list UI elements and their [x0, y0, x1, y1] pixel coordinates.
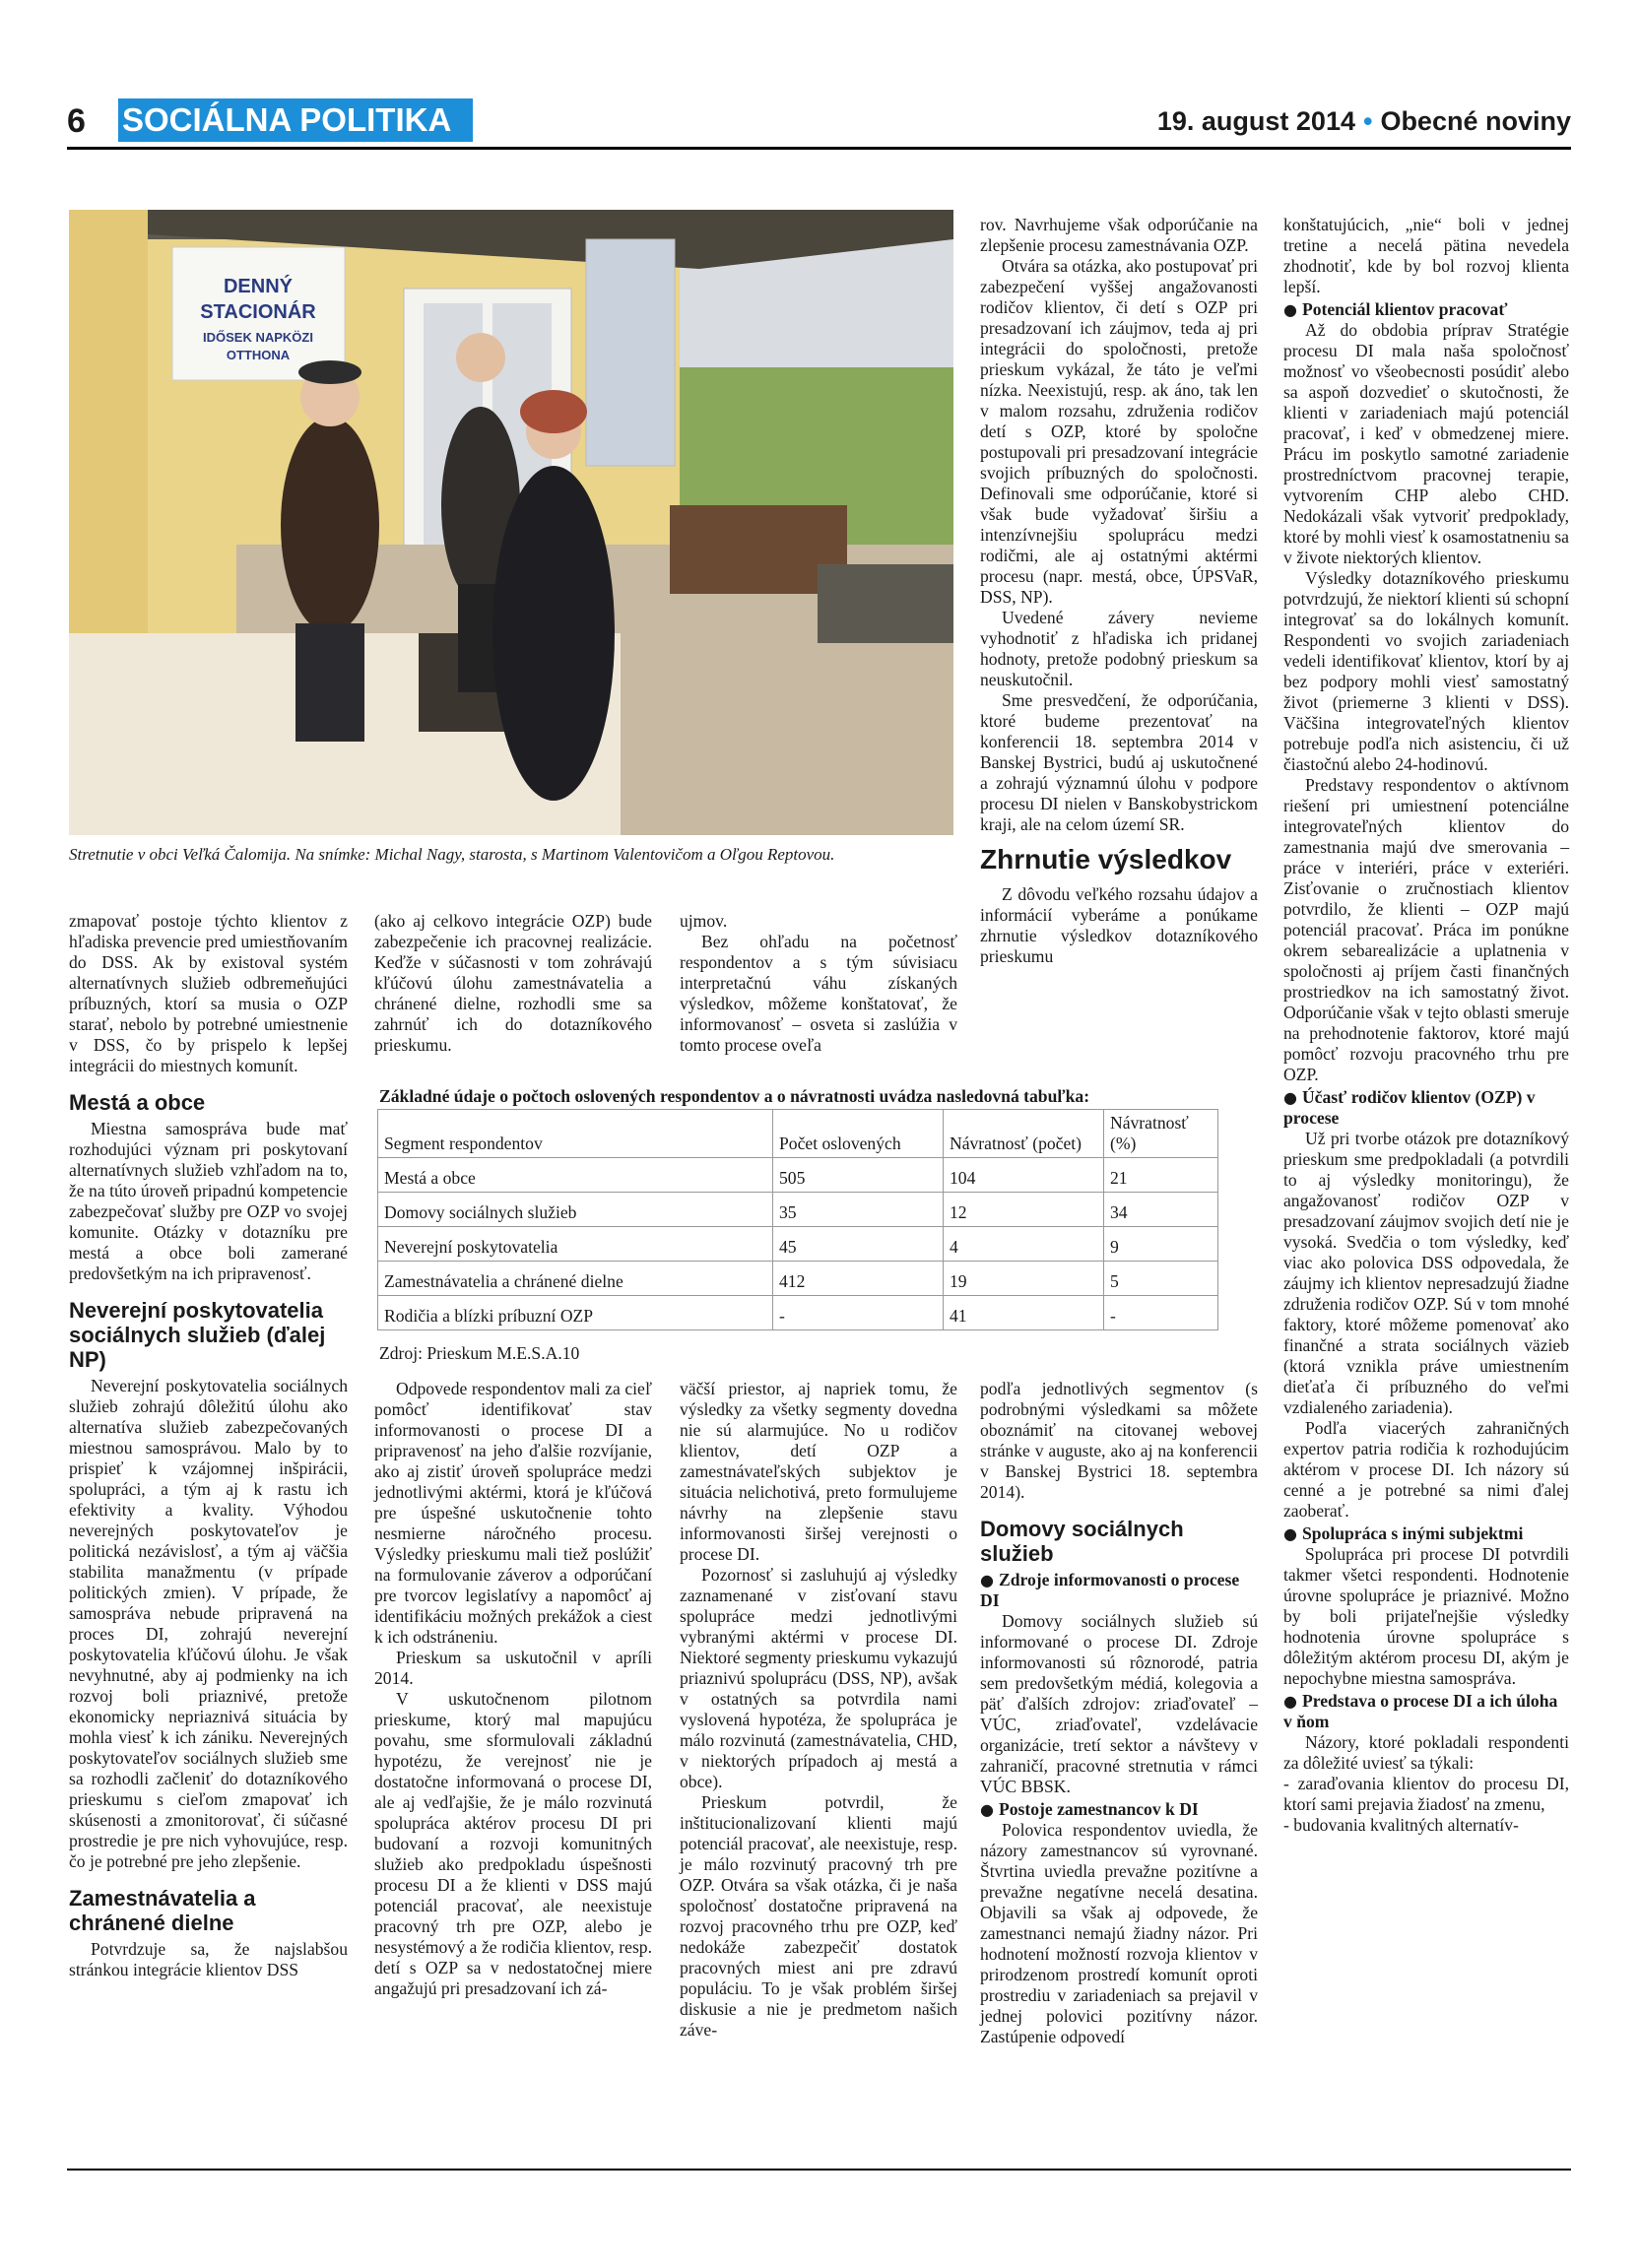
respondents-table — [377, 1109, 1218, 1330]
table-header-row — [378, 1110, 1218, 1158]
heading-zamestnavatelia: Zamestnávatelia a chránené dielne — [69, 1886, 256, 1935]
header-rule — [67, 147, 1571, 150]
subheading-postoje-zamestnancov: ● Postoje zamestnancov k DI — [980, 1799, 1258, 1820]
paragraph: V uskutočnenom pilotnom prieskume, ktorý mal mapujúcu povahu, sme sformulovali základnú hypotézu, že verejnosť nie je dostatočne informovaná o procese DI, ale aj vedľajšie, že je málo rozvinutá spolupráca aktérov procesu DI pri budovaní a rozvoji komunitných služieb ako predpokladu úspešnosti procesu DI a že klienti v DSS majú potenciál pracovať, ale neexistuje pracovný trh pre OZP, alebo je nesystémový a že rodičia klientov, resp. detí s OZP sa v nedostatočnej miere angažujú pri presadzovaní ich zá- — [374, 1689, 652, 1998]
column-1 — [69, 911, 348, 1980]
table-cell: 19 — [944, 1262, 1104, 1296]
column-2-top — [374, 911, 652, 1056]
sign-line-4: OTTHONA — [226, 348, 291, 362]
footer-rule — [67, 2169, 1571, 2171]
paragraph: Podľa viacerých zahraničných expertov patria rodičia k rozhodujúcim aktérom v procese DI. Ich názory sú cenné a je potrebné sa nimi ďalej zaoberať. — [1283, 1418, 1569, 1521]
table-cell: 505 — [773, 1158, 944, 1193]
paragraph: Polovica respondentov uviedla, že názory zamestnancov sú vyrovnané. Štvrtina uviedla prevažne pozitívne a prevažne negatívne necelá desatina. Objavili sa však aj odpovede, že zamestnanci nemajú žiadny názor. Pri hodnotení možností rozvoja klientov v prirodzenom prostredí komunít oproti prostrediu v zariadeniach sa prejavil v jednej polovici pozitívny názor. Zastúpenie odpovedí — [980, 1820, 1258, 2046]
table-row — [378, 1262, 1218, 1296]
paragraph: podľa jednotlivých segmentov (s podrobnými výsledkami sa môžete oboznámiť na citovanej webovej stránke v auguste, ako aj na konferencii v Banskej Bystrici 18. septembra 2014). — [980, 1379, 1258, 1502]
table-cell: 9 — [1104, 1227, 1218, 1262]
subheading-potencial-klientov: ● Potenciál klientov pracovať — [1283, 299, 1569, 320]
subheading-predstava-o-procese: ● Predstava o procese DI a ich úloha v ňom — [1283, 1691, 1569, 1732]
sign-line-2: STACIONÁR — [200, 301, 316, 323]
paragraph: Odpovede respondentov mali za cieľ pomôcť identifikovať stav informovanosti o procese DI a pripravenosť na jeho ďalšie rozvíjanie, ako aj zistiť úroveň spolupráce medzi jednotlivými aktérmi, ktorá je kľúčová pre úspešné uskutočnenie tohto nesmierne náročného procesu. Výsledky prieskumu mali tiež poslúžiť na formulovanie záverov a odporúčaní pre tvorcov legislatívy a napomôcť aj identifikáciu možných prekážok a ciest k ich odstráneniu. — [374, 1379, 652, 1647]
paragraph: (ako aj celkovo integrácie OZP) bude zabezpečenie ich pracovnej realizácie. Keďže v súčasnosti v tom zohrávajú kľúčovú úlohu zamestnávatelia a chránené dielne, rozhodli sme sa zahrnúť ich do dotazníkového prieskumu. — [374, 911, 652, 1055]
paragraph: Z dôvodu veľkého rozsahu údajov a informácií vyberáme a ponúkame zhrnutie výsledkov dotazníkového prieskumu — [980, 884, 1258, 966]
table-cell: 4 — [944, 1227, 1104, 1262]
sign-line-3: IDŐSEK NAPKÖZI — [203, 330, 313, 345]
paragraph: Až do obdobia príprav Stratégie procesu DI mala naša spoločnosť možnosť vo všeobecnosti posúdiť alebo sa aspoň dozvedieť o skutočnosti, že klienti v zariadeniach majú potenciál pracovať, i keď v obmedzenej miere. Prácu im poskytlo samotné zariadenie prostredníctvom pracovnej terapie, vytvorením CHP alebo CHD. Nedokázali však vytvoriť predpoklady, ktoré by mohli viesť k osamostatneniu sa v živote niektorých klientov. — [1283, 320, 1569, 567]
list-item: - zaraďovania klientov do procesu DI, ktorí sami prejavia žiadosť na zmenu, — [1283, 1774, 1569, 1814]
heading-zhrnutie-vysledkov: Zhrnutie výsledkov — [980, 844, 1232, 875]
paragraph: Neverejní poskytovatelia sociálnych služieb zohrajú dôležitú úlohu ako alternatíva služieb zabezpečovaných miestnou samosprávou. Malo by to prispieť k vzájomnej inšpirácii, spolupráci, a tým aj k rastu ich efektivity a kvality. Výhodou neverejných poskytovateľov je politická nezávislosť, a tým aj väčšia stabilita manažmentu (v prípade politických zmien). V prípade, že samospráva nebude pripravená na proces DI, zohrajú neverejní poskytovatelia kľúčovú úlohu. Je však nevyhnutné, aby aj podmienky na ich rozvoj boli priaznivé, pretože ekonomicky nepriaznivá situácia by mohla viesť k ich zániku. Neverejných poskytovateľov sociálnych služieb sme sa rozhodli začleniť do dotazníkového prieskumu s cieľom zmapovať ich skúsenosti a zmonitorovať, či súčasné prostredie je pre nich vyhovujúce, resp. čo je potrebné pre jeho zlepšenie. — [69, 1376, 348, 1871]
table-cell: 34 — [1104, 1193, 1218, 1227]
column-3-top — [680, 911, 957, 1056]
table-row — [378, 1193, 1218, 1227]
subheading-zdroje-informovanosti: ● Zdroje informovanosti o procese DI — [980, 1570, 1258, 1611]
table-row — [378, 1158, 1218, 1193]
table-header-cell: Návratnosť (%) — [1104, 1110, 1218, 1158]
table-cell: Mestá a obce — [378, 1158, 773, 1193]
paragraph: rov. Navrhujeme však odporúčanie na zlepšenie procesu zamestnávania OZP. — [980, 215, 1258, 255]
table-cell: 412 — [773, 1262, 944, 1296]
paragraph: Otvára sa otázka, ako postupovať pri zabezpečení vyššej angažovanosti rodičov klientov, či detí s OZP pri presadzovaní ich záujmov, teda aj pri integrácii do spoločnosti, pretože prieskum vykázal, že táto je veľmi nízka. Neexistujú, resp. ak áno, tak len v malom rozsahu, združenia rodičov detí s OZP, ktoré by spoločne postupovali pri presadzovaní integrácie svojich príbuzných do spoločnosti. Definovali sme odporúčanie, ktoré si však bude vyžadovať širšiu a intenzívnejšiu spoluprácu medzi rodičmi, ale aj ostatnými aktérmi procesu (napr. mestá, obce, ÚPSVaR, DSS, NP). — [980, 256, 1258, 607]
table-cell: - — [1104, 1296, 1218, 1330]
paragraph: Uvedené závery nevieme vyhodnotiť z hľadiska ich pridanej hodnoty, pretože podobný prieskum sa neuskutočnil. — [980, 608, 1258, 689]
newspaper-name: Obecné noviny — [1380, 106, 1571, 136]
heading-neverejni-poskytovatelia: Neverejní poskytovatelia sociálnych služieb (ďalej NP) — [69, 1298, 326, 1372]
paragraph: Prieskum potvrdil, že inštitucionalizovaní klienti majú potenciál pracovať, ale neexistuje, resp. je málo rozvinutý pracovný trh pre OZP. Otvára sa však otázka, či je naša spoločnosť dostatočne pripravená na rozvoj pracovného trhu pre OZP, keď nedokáže zabezpečiť dostatok pracovných miest ani pre zdravú populáciu. To je však problém širšej diskusie a nie je predmetom našich záve- — [680, 1792, 957, 2040]
table-cell: 45 — [773, 1227, 944, 1262]
table-header-cell: Návratnosť (počet) — [944, 1110, 1104, 1158]
heading-mesta-a-obce: Mestá a obce — [69, 1090, 206, 1115]
photo-caption: Stretnutie v obci Veľká Čalomija. Na snímke: Michal Nagy, starosta, s Martinom Valentovičom a Oľgou Reptovou. — [69, 845, 835, 864]
paragraph: ujmov. — [680, 911, 728, 931]
column-4-top — [980, 215, 1258, 967]
table-row — [378, 1227, 1218, 1262]
paragraph: väčší priestor, aj napriek tomu, že výsledky za všetky segmenty dovedna nie sú alarmujúce. No u rodičov klientov, detí OZP a zamestnávateľských subjektov je situácia nelichotivá, preto formulujeme návrhy na zlepšenie stavu informovanosti širšej verejnosti o procese DI. — [680, 1379, 957, 1564]
paragraph: Výsledky dotazníkového prieskumu potvrdzujú, že niektorí klienti sú schopní integrovať sa do lokálnych komunít. Respondenti vo svojich zariadeniach vedeli identifikovať klientov, ktorí by aj bez podpory mohli viesť samostatný život (priemerne 3 klienti v DSS). Väčšina integrovateľných klientov potrebuje podľa nich asistenciu, či už čiastočnú alebo 24-hodinovú. — [1283, 568, 1569, 774]
table-cell: 5 — [1104, 1262, 1218, 1296]
column-3-bottom — [680, 1379, 957, 2041]
paragraph: Bez ohľadu na početnosť respondentov a s tým súvisiacu interpretačnú váhu získaných výsledkov, môžeme konštatovať, že informovanosť – osveta si zaslúžia v tomto procese oveľa — [680, 932, 957, 1055]
paragraph: Spolupráca pri procese DI potvrdili takmer všetci respondenti. Hodnotenie úrovne spolupráce je priaznivé. Možno by boli prijateľnejšie výsledky hodnotenia úrovne spolupráce s dôležitým aktérom procesu DI, akým je nepochybne miestna samospráva. — [1283, 1544, 1569, 1688]
table-cell: 41 — [944, 1296, 1104, 1330]
paragraph: Miestna samospráva bude mať rozhodujúci význam pri poskytovaní alternatívnych služieb vzhľadom na to, že na túto úroveň pripadnú kompetencie zabezpečovať služby pre OZP vo svojej komunite. Otázky v dotazníku pre mestá a obce boli zamerané predovšetkým na ich pripravenosť. — [69, 1119, 348, 1283]
table-cell: Rodičia a blízki príbuzní OZP — [378, 1296, 773, 1330]
table-cell: 21 — [1104, 1158, 1218, 1193]
table-row — [378, 1296, 1218, 1330]
separator: • — [1362, 106, 1373, 136]
list-item: - budovania kvalitných alternatív- — [1283, 1815, 1519, 1835]
sign-line-1: DENNÝ — [223, 276, 294, 297]
heading-domovy-socialnych-sluzieb: Domovy sociálnych služieb — [980, 1517, 1184, 1566]
table-cell: 104 — [944, 1158, 1104, 1193]
table-cell: Neverejní poskytovatelia — [378, 1227, 773, 1262]
column-2-bottom — [374, 1379, 652, 1999]
paragraph: konštatujúcich, „nie“ boli v jednej tretine a necelá pätina nevedela zhodnotiť, kde by bol rozvoj klienta lepší. — [1283, 215, 1569, 296]
page-number: 6 — [67, 102, 86, 140]
table-cell: - — [773, 1296, 944, 1330]
article-photo — [69, 210, 953, 835]
table-cell: 35 — [773, 1193, 944, 1227]
column-5 — [1283, 215, 1569, 1836]
column-4-bottom — [980, 1379, 1258, 2047]
paragraph: Predstavy respondentov o aktívnom riešení pri umiestnení potenciálne integrovateľných klientov do zamestnania majú dve smerovania – práce v interiéri, práce v exteriéri. Zisťovanie o zručnostiach klientov potvrdilo, že klienti – OZP majú potenciál pracovať. Práca im ponúkne okrem sebarealizácie a uplatnenia v spoločnosti aj príjem časti finančných prostriedkov na ich samostatný život. Odporúčanie však v tejto oblasti smeruje na prehodnotenie faktorov, ktoré majú pomôcť rozvoju pracovného trhu pre OZP. — [1283, 775, 1569, 1084]
paragraph: zmapovať postoje týchto klientov z hľadiska prevencie pred umiestňovaním do DSS. Ak by existoval systém alternatívnych služieb odbremeňujúci príbuzných, ktorí sa musia o OZP starať, nebolo by potrebné umiestnenie v DSS, čo by prispelo k lepšej integrácii do miestnych komunít. — [69, 911, 348, 1075]
table-header-cell: Počet oslovených — [773, 1110, 944, 1158]
table-cell: Domovy sociálnych služieb — [378, 1193, 773, 1227]
table-cell: 12 — [944, 1193, 1104, 1227]
subheading-spolupraca: ● Spolupráca s inými subjektmi — [1283, 1523, 1569, 1544]
table-header-cell: Segment respondentov — [378, 1110, 773, 1158]
table-title: Základné údaje o počtoch oslovených respondentov a o návratnosti uvádza nasledovná tabuľka: — [379, 1086, 1090, 1106]
issue-date: 19. august 2014 — [1156, 106, 1355, 136]
paragraph: Prieskum sa uskutočnil v apríli 2014. — [374, 1648, 652, 1688]
paragraph: Potvrdzuje sa, že najslabšou stránkou integrácie klientov DSS — [69, 1939, 348, 1979]
section-title: SOCIÁLNA POLITIKA — [118, 98, 473, 142]
subheading-ucast-rodicov: ● Účasť rodičov klientov (OZP) v procese — [1283, 1087, 1569, 1129]
table-source: Zdroj: Prieskum M.E.S.A.10 — [379, 1343, 580, 1363]
table-cell: Zamestnávatelia a chránené dielne — [378, 1262, 773, 1296]
paragraph: Sme presvedčení, že odporúčania, ktoré budeme prezentovať na konferencii 18. septembra 2014 v Banskej Bystrici, budú aj uskutočnené a zohrajú významnú úlohu v podpore procesu DI nielen v Banskobystrickom kraji, ale na celom území SR. — [980, 690, 1258, 834]
paragraph: Názory, ktoré pokladali respondenti za dôležité uviesť sa týkali: — [1283, 1732, 1569, 1773]
paragraph: Už pri tvorbe otázok pre dotazníkový prieskum sme predpokladali (a potvrdili to aj výsledky monitoringu), že angažovanosť rodičov OZP v presadzovaní záujmov svojich detí nie je vysoká. Svedčia o tom výsledky, keď viac ako polovica DSS odpovedala, že záujmy ich klientov nepresadzujú žiadne združenia rodičov OZP. Sú v tom mnohé faktory, ktoré môžeme pomenovať ako finančné a strata sociálnych väzieb (ktorá vznikla práve umiestnením dieťaťa či príbuzného do veľmi vzdialeného zariadenia). — [1283, 1129, 1569, 1417]
masthead-info — [1157, 106, 1571, 137]
paragraph: Pozornosť si zasluhujú aj výsledky zaznamenané v zisťovaní stavu spolupráce medzi jednotlivými vybranými aktérmi v procese DI. Niektoré segmenty prieskumu vykazujú priaznivú spoluprácu (DSS, NP), avšak v ostatných sa potvrdila nami vyslovená hypotéza, že spolupráca je málo rozvinutá (zamestnávatelia, CHD, v niektorých prípadoch aj mestá a obce). — [680, 1565, 957, 1791]
paragraph: Domovy sociálnych služieb sú informované o procese DI. Zdroje informovanosti sú rôznorodé, patria sem predovšetkým médiá, kolegovia a päť ďalších zdrojov: zriaďovateľ – VÚC, zriaďovateľ, vzdelávacie organizácie, tretí sektor a návštevy v zahraničí, pracovné stretnutia v rámci VÚC BBSK. — [980, 1611, 1258, 1796]
